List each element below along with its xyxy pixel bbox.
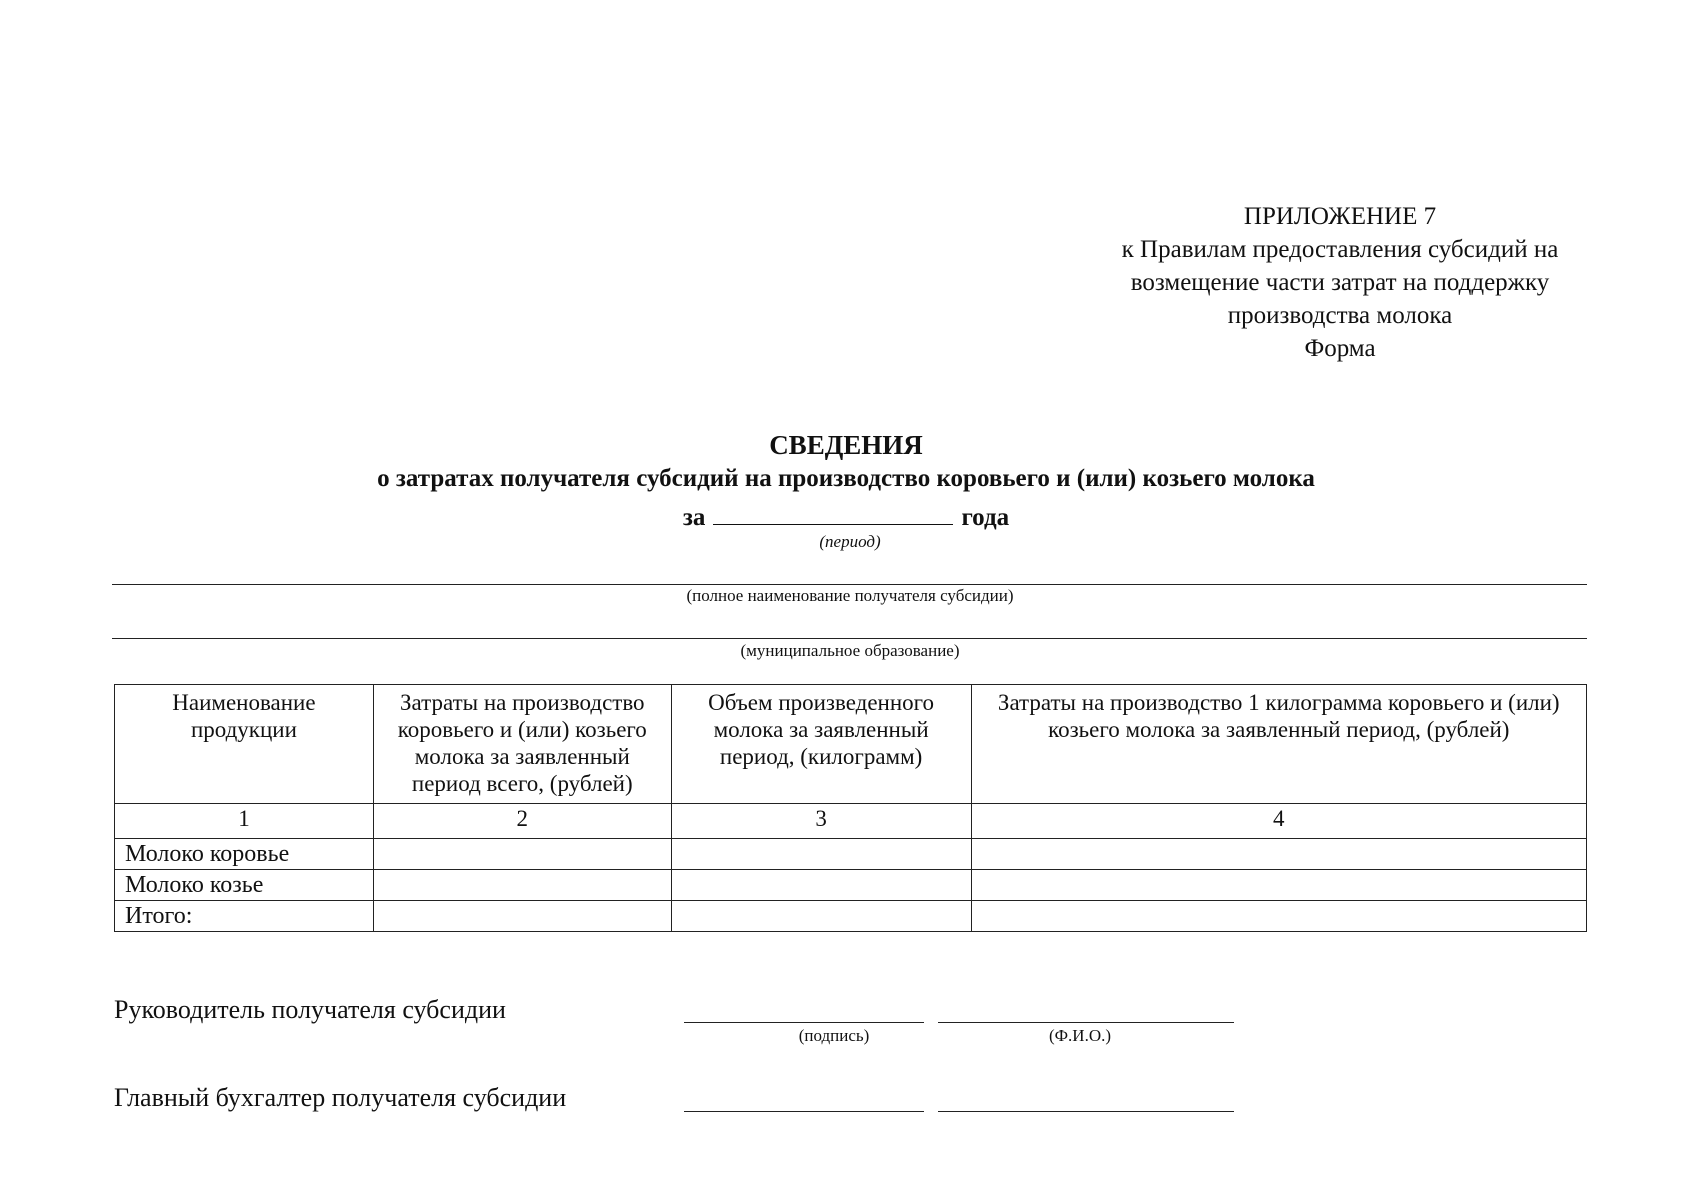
accountant-signature-field[interactable] xyxy=(684,1111,924,1112)
header-milk-volume: Объем произведенного молока за заявленный период, (килограмм) xyxy=(671,685,971,804)
table-header-row xyxy=(115,685,1587,804)
head-name-field[interactable] xyxy=(938,1022,1234,1023)
document-subtitle: о затратах получателя субсидий на производство коровьего и (или) козьего молока xyxy=(377,465,1315,492)
column-number: 3 xyxy=(671,804,971,839)
name-caption: (Ф.И.О.) xyxy=(1048,1026,1112,1045)
municipality-caption: (муниципальное образование) xyxy=(740,641,960,660)
period-suffix: года xyxy=(961,504,1010,531)
recipient-caption: (полное наименование получателя субсидии) xyxy=(686,586,1014,605)
column-number: 2 xyxy=(373,804,671,839)
recipient-name-field[interactable] xyxy=(112,584,1587,585)
table-row xyxy=(115,870,1587,901)
row-label: Молоко коровье xyxy=(115,839,374,870)
appendix-rules-line2: возмещение части затрат на поддержку xyxy=(1130,269,1550,296)
signature-caption: (подпись) xyxy=(798,1026,870,1045)
table-cell[interactable] xyxy=(373,870,671,901)
document-title: СВЕДЕНИЯ xyxy=(769,430,923,460)
header-product-name: Наименование продукции xyxy=(115,685,374,804)
header-cost-per-kg: Затраты на производство 1 килограмма коровьего и (или) козьего молока за заявленный период, (рублей) xyxy=(971,685,1586,804)
table-cell[interactable] xyxy=(671,870,971,901)
period-caption: (период) xyxy=(819,532,881,551)
row-label: Итого: xyxy=(115,901,374,932)
table-cell[interactable] xyxy=(373,839,671,870)
cost-table xyxy=(114,684,1587,932)
appendix-rules-line3: производства молока xyxy=(1227,302,1453,329)
accountant-signature-label: Главный бухгалтер получателя субсидии xyxy=(114,1083,567,1112)
head-signature-label: Руководитель получателя субсидии xyxy=(114,995,506,1024)
appendix-header xyxy=(1065,200,1615,365)
table-cell[interactable] xyxy=(671,901,971,932)
appendix-rules-line1: к Правилам предоставления субсидий на xyxy=(1121,236,1559,263)
period-prefix: за xyxy=(682,504,706,531)
table-cell[interactable] xyxy=(971,901,1586,932)
period-row xyxy=(0,500,1692,532)
row-label: Молоко козье xyxy=(115,870,374,901)
table-row xyxy=(115,839,1587,870)
table-cell[interactable] xyxy=(971,839,1586,870)
form-label: Форма xyxy=(1304,335,1376,362)
column-number: 1 xyxy=(115,804,374,839)
column-number: 4 xyxy=(971,804,1586,839)
table-row xyxy=(115,901,1587,932)
accountant-name-field[interactable] xyxy=(938,1111,1234,1112)
head-signature-field[interactable] xyxy=(684,1022,924,1023)
appendix-number: ПРИЛОЖЕНИЕ 7 xyxy=(1243,203,1437,230)
table-cell[interactable] xyxy=(671,839,971,870)
table-number-row xyxy=(115,804,1587,839)
table-cell[interactable] xyxy=(373,901,671,932)
period-field[interactable] xyxy=(713,500,953,525)
municipality-field[interactable] xyxy=(112,638,1587,639)
table-cell[interactable] xyxy=(971,870,1586,901)
header-total-costs: Затраты на производство коровьего и (или) козьего молока за заявленный период всего, (рублей) xyxy=(373,685,671,804)
